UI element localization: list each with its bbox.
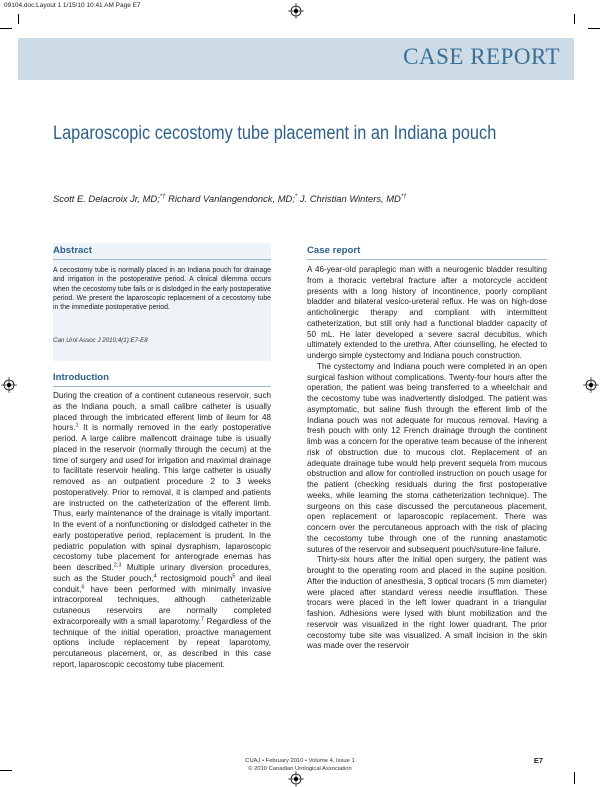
case-report-heading: Case report xyxy=(307,245,361,256)
citation: Can Urol Assoc J 2010;4(1):E7-E8 xyxy=(53,337,148,344)
case-report-body xyxy=(307,265,547,652)
affiliation-marker: * xyxy=(294,193,298,200)
crop-mark xyxy=(588,28,600,29)
registration-mark-icon xyxy=(583,377,599,393)
abstract-text: A cecostomy tube is normally placed in an Indiana pouch for drainage and irrigation in the postoperative period. A clinical dilemma occurs when the cecostomy tube fails or is dislodged in the early postoperative period. We present the laparoscopic replacement of a cecostomy tube in the immediate postoperative period. xyxy=(53,267,271,312)
abstract-heading: Abstract xyxy=(53,245,92,256)
paragraph: Thirty-six hours after the initial open surgery, the patient was brought to the operating room and placed in the supine position. After the induction of anesthesia, 3 optical trocars (5 mm diameter) were placed after standard veress needle insufflation. These trocars were placed in the left lower quadrant in a triangular fashion. Adhesions were lysed with blunt mobilization and the reservoir was visualized in the right lower quadrant. The prior cecostomy tube site was visualized. A small incision in the skin was made over the reservoir xyxy=(307,555,547,651)
page-number: E7 xyxy=(533,756,543,765)
print-slug: 09104.doc:Layout 1 1/15/10 10:41 AM Page E7 xyxy=(4,2,141,9)
paragraph: The cystectomy and Indiana pouch were completed in an open surgical fashion without complications. Twenty-four hours after the operation, the patient was being transferred to a wheelchair and the cecostomy tube was inadvertently dislodged. The patient was asymptomatic, but saline flush through the efferent limb of the Indiana pouch was not adequate for mucous removal. Having a fresh pouch with only 12 French drainage through the continent limb was a concern for the operative team because of the inherent risk of obstruction due to mucous clot. Replacement of an adequate drainage tube would help prevent sequela from mucous obstruction and allow for controlled instruction on pouch usage for the patient (checking residuals during the first postoperative weeks, while learning the stoma catheterization technique). The surgeons on this case discussed the percutaneous placement, open replacement or laparoscopic replacement. There was concern over the percutaneous approach with the risk of placing the cecostomy tube through one of the running anastamotic sutures of the reservoir and subsequent pouch/suture-line failure. xyxy=(307,361,547,554)
paragraph: During the creation of a continent cutaneous reservoir, such as the Indiana pouch, a small calibre catheter is usually placed through the imbricated efferent limb of ileum for 48 hours.$^1$ It is normally removed in the early postoperative period. A large calibre mallencott drainage tube is usually placed in the reservoir (normally through the cecum) at the time of surgery and used for irrigation and maximal drainage to facilitate reservoir healing. This large catheter is usually removed as an outpatient procedure 2 to 3 weeks postoperatively. Prior to removal, it is clamped and patients are instructed on the catheterization of the efferent limb. Thus, early maintenance of the drainage is vitally important. In the event of a nonfunctioning or dislodged catheter in the early postoperative period, replacement is prudent. In the pediatric population with spinal dysraphism, laparoscopic cecostomy tube placement for anterograde enemas has been described.$^{2,3}$ Multiple urinary diversion procedures, such as the Studer pouch,$^4$ rectosigmoid pouch$^5$ and ileal conduit,$^6$ have been performed with minimally invasive intracorporeal techniques, although catheterizable cutaneous reservoirs are normally completed extracorporeally with a small laparotomy.$^7$ Regardless of the technique of the initial operation, proactive management options include replacement by repeat laparotomy, percutaneous placement, or, as described in this case report, laparoscopic cecostomy tube placement. xyxy=(53,391,271,669)
affiliation-marker: *† xyxy=(400,193,407,200)
introduction-body xyxy=(53,391,271,671)
section-divider xyxy=(307,259,547,260)
article-title: Laparoscopic cecostomy tube placement in an Indiana pouch xyxy=(53,123,497,144)
registration-mark-icon xyxy=(288,3,304,19)
copyright: © 2010 Canadian Urological Association xyxy=(248,766,352,772)
page-footer xyxy=(0,757,600,773)
section-divider xyxy=(53,386,271,387)
section-label: CASE REPORT xyxy=(403,44,560,69)
paragraph: A 46-year-old paraplegic man with a neurogenic bladder resulting from a thoracic vertebral fracture after a motorcycle accident presents with a long history of incontinence, poorly compliant bladder and bilateral vesico-ureteral reflux. He was on high-dose anticholinergic therapy and compliant with intermittent catheterization, but still only had a functional bladder capacity of 50 mL. He later developed a severe sacral decubitus, which ultimately extended to the urethra. After counselling, he elected to undergo simple cystectomy and Indiana pouch construction. xyxy=(307,265,547,360)
section-divider xyxy=(53,259,271,260)
registration-mark-icon xyxy=(1,377,17,393)
registration-mark-icon xyxy=(288,771,304,787)
author-name: Scott E. Delacroix Jr, MD; xyxy=(53,193,160,204)
author-name: J. Christian Winters, MD xyxy=(297,193,401,204)
crop-mark xyxy=(0,28,12,29)
crop-mark xyxy=(574,772,575,784)
crop-mark xyxy=(18,14,19,24)
affiliation-marker: *† xyxy=(159,193,166,200)
author-line xyxy=(53,193,406,204)
author-name: Richard Vanlangendonck, MD; xyxy=(165,193,295,204)
journal-issue: CUAJ • February 2010 • Volume 4, Issue 1 xyxy=(245,758,355,764)
crop-mark xyxy=(574,14,575,24)
introduction-heading: Introduction xyxy=(53,372,109,383)
